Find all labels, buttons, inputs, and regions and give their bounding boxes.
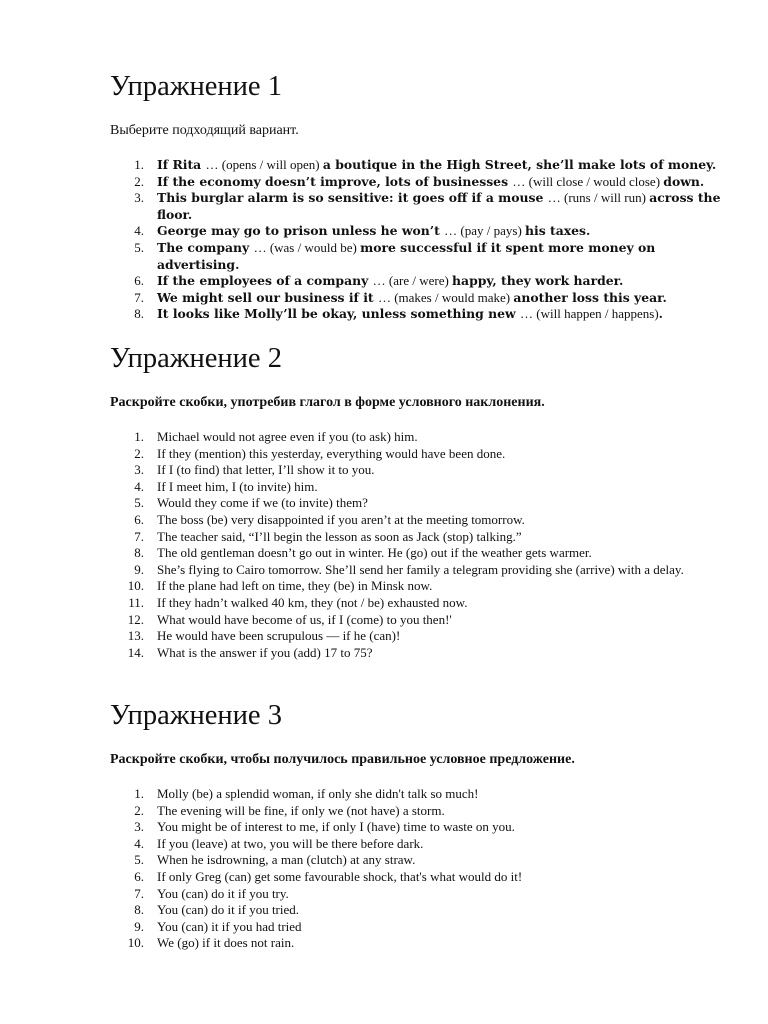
list-item [110,595,730,612]
item-text: The evening will be fine, if only we (not have) a storm. [157,802,445,818]
item-text: If I meet him, I (to invite) him. [157,478,318,494]
item-number: 4. [134,835,144,851]
list-item [110,479,730,496]
item-text-start: We might sell our business if it [157,289,378,305]
list-item [110,512,730,529]
item-options: … (are / were) [372,273,453,289]
item-text: If they (mention) this yesterday, everything would have been done. [157,445,506,461]
item-number: 4. [134,478,144,494]
item-text: What is the answer if you (add) 17 to 75? [157,644,373,660]
item-text-start: If the employees of a company [157,273,373,289]
item-number: 1. [134,786,144,801]
list-item [110,429,730,446]
list-item [110,836,730,853]
item-text-start: If the economy doesn’t improve, lots of businesses [157,173,513,189]
item-text: You (can) do it if you try. [157,885,289,901]
item-number: 5. [134,239,144,255]
item-text-end: a boutique in the High Street, she’ll make lots of money. [322,157,717,172]
exercise-2-title: Упражнение 2 [110,343,282,374]
list-item [110,886,730,903]
item-options: … (will happen / happens) [520,306,659,322]
item-text: You (can) it if you had tried [157,918,302,934]
item-number: 4. [134,223,144,239]
item-text: We (go) if it does not rain. [157,935,295,951]
item-text: If I (to find) that letter, I’ll show it to you. [157,462,375,478]
item-number: 9. [134,561,144,577]
item-text: The teacher said, “I’ll begin the lesson as soon as Jack (stop) talking.” [157,528,522,544]
list-item [110,529,730,546]
item-text: What would have become of us, if I (come) to you then!' [157,611,452,627]
item-text: He would have been scrupulous — if he (can)! [157,628,401,644]
item-text-start: This burglar alarm is so sensitive: it goes off if a mouse [157,190,548,206]
item-text: The old gentleman doesn’t go out in winter. He (go) out if the weather gets warmer. [157,545,592,561]
item-options: … (will close / would close) [512,173,664,189]
item-text-end: across the floor. [157,190,721,222]
item-number: 13. [127,628,144,644]
item-number: 7. [134,289,144,305]
list-item [110,919,730,936]
item-options: … (opens / will open) [205,157,323,172]
exercise-1-instruction: Выберите подходящий вариант. [110,123,299,138]
item-number: 7. [134,528,144,544]
item-number: 11. [128,594,144,610]
item-number: 2. [134,173,144,189]
list-item [110,223,730,240]
list-item [110,578,730,595]
list-item [110,612,730,629]
exercise-3-list [110,786,730,952]
exercise-1-title: Упражнение 1 [110,71,282,102]
item-number: 1. [134,157,144,172]
item-number: 8. [134,545,144,561]
list-item [110,645,730,662]
item-number: 6. [134,511,144,527]
item-text-start: George may go to prison unless he won’t [157,223,445,239]
item-text: If the plane had left on time, they (be) in Minsk now. [157,578,433,594]
item-options: … (pay / pays) [444,223,526,239]
item-text-end: his taxes. [525,223,591,239]
item-text: Molly (be) a splendid woman, if only she didn't talk so much! [157,786,479,801]
list-item [110,852,730,869]
item-number: 10. [127,578,144,594]
exercise-3-instruction: Раскройте скобки, чтобы получилось правильное условное предложение. [110,752,575,767]
list-item [110,157,730,174]
item-options: … (makes / would make) [377,289,514,305]
item-text-start: If Rita [157,157,206,172]
item-text: If they hadn’t walked 40 km, they (not / be) exhausted now. [157,594,468,610]
list-item [110,786,730,803]
item-number: 2. [134,445,144,461]
item-text: Michael would not agree even if you (to ask) him. [157,429,418,444]
item-number: 3. [134,462,144,478]
item-text: The boss (be) very disappointed if you aren’t at the meeting tomorrow. [157,511,525,527]
list-item [110,462,730,479]
list-item [110,495,730,512]
item-number: 10. [127,935,144,951]
item-number: 14. [127,644,144,660]
list-item [110,273,730,290]
item-number: 5. [134,495,144,511]
exercise-1 [110,68,730,323]
item-text-end: . [658,306,663,322]
item-text-end: another loss this year. [513,289,667,305]
item-options: … (runs / will run) [547,190,650,206]
item-text-end: happy, they work harder. [452,273,624,289]
item-number: 1. [134,429,144,444]
item-options: … (was / would be) [253,239,361,255]
item-number: 3. [134,190,144,206]
item-number: 6. [134,868,144,884]
item-number: 8. [134,306,144,322]
item-text-end: down. [663,173,705,189]
exercise-2 [110,340,730,661]
list-item [110,869,730,886]
item-number: 7. [134,885,144,901]
item-text-start: It looks like Molly’ll be okay, unless something new [157,306,521,322]
item-number: 2. [134,802,144,818]
list-item [110,190,730,223]
item-number: 9. [134,918,144,934]
list-item [110,902,730,919]
list-item [110,803,730,820]
exercise-2-list [110,429,730,661]
list-item [110,819,730,836]
item-text-end: more successful if it spent more money on advertising. [157,239,656,272]
item-number: 8. [134,902,144,918]
list-item [110,290,730,307]
list-item [110,306,730,323]
exercise-2-instruction: Раскройте скобки, употребив глагол в форме условного наклонения. [110,395,545,410]
exercise-1-list [110,157,730,323]
item-text: You might be of interest to me, if only I (have) time to waste on you. [157,819,515,835]
item-number: 6. [134,273,144,289]
item-text: If you (leave) at two, you will be there before dark. [157,835,424,851]
exercise-3 [110,697,730,952]
exercise-3-title: Упражнение 3 [110,700,282,731]
item-number: 5. [134,852,144,868]
list-item [110,174,730,191]
list-item [110,446,730,463]
list-item [110,240,730,273]
list-item [110,628,730,645]
item-text: She’s flying to Cairo tomorrow. She’ll send her family a telegram providing she (arrive) with a delay. [157,561,684,577]
item-text: You (can) do it if you tried. [157,902,300,918]
item-number: 12. [127,611,144,627]
item-text: If only Greg (can) get some favourable shock, that's what would do it! [157,868,523,884]
item-number: 3. [134,819,144,835]
item-text-start: The company [157,239,254,255]
list-item [110,562,730,579]
item-text: Would they come if we (to invite) them? [157,495,368,511]
list-item [110,935,730,952]
item-text: When he isdrowning, a man (clutch) at any straw. [157,852,416,868]
list-item [110,545,730,562]
